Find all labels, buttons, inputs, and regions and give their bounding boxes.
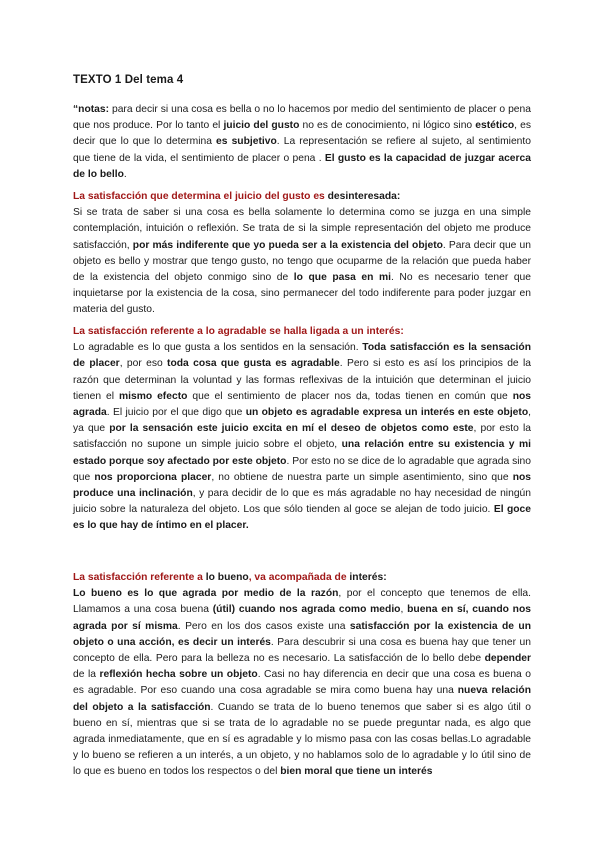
body-text: de la bbox=[73, 669, 100, 681]
heading-text: interés: bbox=[349, 572, 387, 583]
body-text: . No es necesario tener que inquietarse por la existencia de la cosa, sino permanecer del todo indiferente para poder juzgar en materia del gusto. bbox=[73, 272, 531, 316]
emphasis-text: El goce es lo que hay de íntimo en el placer. bbox=[73, 504, 531, 532]
body-text: Si se trata de saber si una cosa es bella solamente lo determina como se juzga en una simple contemplación, intuición o reflexión. Se trata de si la simple representación del objeto me produce satisfacción, bbox=[73, 207, 531, 251]
emphasis-text: buena en sí, cuando nos agrada por sí misma bbox=[73, 604, 531, 632]
body-text: para decir si una cosa es bella o no lo hacemos por medio del sentimiento de placer o pena que nos produce. Por lo tanto el bbox=[73, 104, 531, 132]
body-text: . bbox=[123, 168, 127, 180]
section-disinterested bbox=[73, 189, 531, 319]
body-text: . Por esto no se dice de lo agradable que agrada sino que bbox=[73, 455, 531, 483]
heading-text: lo bueno bbox=[205, 572, 249, 583]
body-text: , bbox=[400, 604, 408, 616]
section-heading bbox=[73, 324, 531, 340]
emphasis-text: satisfacción por la existencia de un objeto o una acción, es decir un interés bbox=[73, 620, 531, 648]
body-text: , es decir que lo que lo determina bbox=[73, 120, 531, 148]
body-text: . Para decir que un objeto es bello y mostrar que tengo gusto, no tengo que ocuparme de la relación que pueda haber de la existencia del objeto conmigo sino de bbox=[73, 239, 531, 284]
body-text: . Pero si esto es así los principios de la razón que determinan la voluntad y las formas reflexivas de la intuición que determinan el juicio tienen el bbox=[73, 358, 531, 402]
section-good bbox=[73, 570, 531, 781]
body-text: . Para descubrir si una cosa es buena hay que tener un concepto de ella. Pero para la belleza no es necesario. La satisfacción de lo bello debe bbox=[73, 636, 531, 665]
section-body bbox=[73, 340, 531, 534]
heading-text: La satisfacción referente a lo agradable se halla ligada a un interés: bbox=[73, 326, 404, 337]
emphasis-text: (útil) cuando nos agrada como medio bbox=[212, 604, 401, 616]
heading-text: desinteresada: bbox=[327, 191, 401, 202]
body-text: , no obtiene de nuestra parte un simple asentimiento, sino que bbox=[211, 471, 513, 483]
emphasis-text: una relación entre su existencia y mi estado porque soy afectado por este objeto bbox=[73, 439, 532, 467]
emphasis-text: es subjetivo bbox=[216, 136, 277, 148]
body-text: , por el concepto que tenemos de ella. Llamamos a una cosa buena bbox=[73, 588, 531, 616]
section-body bbox=[73, 205, 531, 318]
emphasis-text: bien moral que tiene un interés bbox=[280, 766, 433, 778]
heading-text: La satisfacción que determina el juicio del gusto es bbox=[73, 191, 328, 202]
body-text: . Cuando se trata de lo bueno tenemos que saber si es algo útil o bueno en sí, mientras que si se trata de lo agradable no se puede preguntar nada, es algo que agrada inmediatamente, que en sí es agradable y lo mismo pasa con las cosas bellas.Lo agradable y lo bueno se refieren a un interés, a un objeto, y no hablamos solo de lo agradable y lo útil sino de lo que es bueno en todos los respectos o del bbox=[73, 701, 531, 778]
heading-text: La satisfacción referente a bbox=[73, 572, 206, 583]
emphasis-text: toda cosa que gusta es agradable bbox=[167, 358, 340, 370]
emphasis-text: depender bbox=[484, 653, 531, 665]
emphasis-text: por más indiferente que yo pueda ser a la existencia del objeto bbox=[132, 239, 443, 251]
emphasis-text: nos proporciona placer bbox=[94, 471, 212, 483]
document-title: TEXTO 1 Del tema 4 bbox=[73, 74, 184, 86]
emphasis-text: un objeto es agradable expresa un interés en este objeto bbox=[245, 407, 529, 419]
body-text: no es de conocimiento, ni lógico sino bbox=[299, 120, 476, 132]
emphasis-text: nos produce una inclinación bbox=[73, 471, 531, 500]
emphasis-text: Lo bueno es lo que agrada por medio de la razón bbox=[73, 588, 339, 600]
notes-text bbox=[73, 102, 531, 183]
emphasis-text: nueva relación del objeto a la satisfacción bbox=[73, 685, 531, 713]
emphasis-text: lo que pasa en mi bbox=[293, 272, 391, 284]
body-text: , ya que bbox=[73, 407, 532, 435]
section-heading bbox=[73, 189, 531, 205]
body-text: . El juicio por el que digo que bbox=[106, 407, 246, 419]
body-text: Lo agradable es lo que gusta a los sentidos en la sensación. bbox=[73, 342, 363, 354]
body-text: . Pero en los dos casos existe una bbox=[177, 620, 350, 632]
body-text: , por esto la satisfacción no supone un simple juicio sobre el objeto, bbox=[73, 423, 531, 451]
emphasis-text: juicio del gusto bbox=[223, 120, 300, 132]
notes-paragraph bbox=[73, 102, 531, 183]
emphasis-text: estético bbox=[475, 120, 515, 132]
body-text: . La representación se refiere al sujeto, al sentimiento que tiene de la vida, el sentimiento de placer o pena . bbox=[73, 136, 531, 164]
emphasis-text: “notas: bbox=[73, 104, 110, 115]
section-agreeable bbox=[73, 324, 531, 535]
emphasis-text: El gusto es la capacidad de juzgar acerca de lo bello bbox=[73, 152, 531, 180]
body-text: , por eso bbox=[119, 358, 168, 370]
emphasis-text: por la sensación este juicio excita en mí el deseo de objetos como este bbox=[109, 423, 474, 435]
heading-text: , va acompañada de bbox=[248, 572, 350, 583]
body-text: . Casi no hay diferencia en decir que una cosa es buena o es agradable. Por eso cuando una cosa agradable se mira como buena hay una bbox=[73, 669, 532, 697]
body-text: que el sentimiento de placer nos da, todas tienen en común que bbox=[187, 390, 513, 402]
emphasis-text: Toda satisfacción es la sensación de placer bbox=[73, 342, 531, 370]
emphasis-text: reflexión hecha sobre un objeto bbox=[99, 669, 258, 681]
section-heading bbox=[73, 570, 531, 586]
section-body bbox=[73, 586, 531, 780]
emphasis-text: mismo efecto bbox=[118, 390, 188, 402]
emphasis-text: nos agrada bbox=[73, 390, 531, 419]
body-text: , y para decidir de lo que es más agradable no hay necesidad de ningún juicio sobre la naturaleza del objeto. Los que sólo tienden al goce se alejan de todo juicio. bbox=[73, 488, 531, 516]
